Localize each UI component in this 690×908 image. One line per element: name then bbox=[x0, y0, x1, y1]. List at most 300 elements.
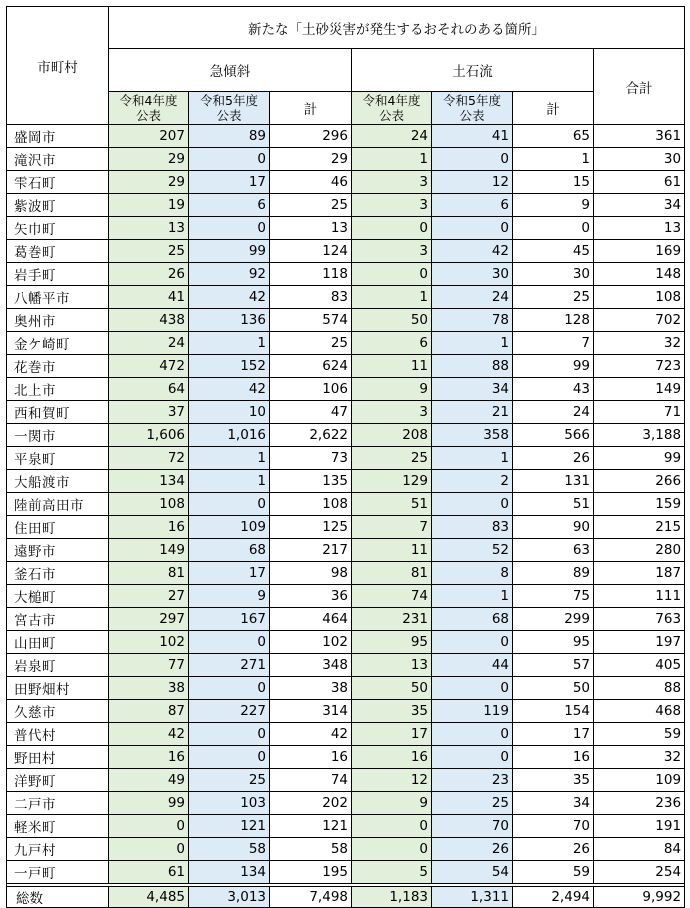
debris-subtotal-cell: 45 bbox=[513, 240, 594, 263]
steep-r5-cell: 136 bbox=[189, 309, 270, 332]
steep-r4-cell: 41 bbox=[109, 286, 189, 309]
grand-total-cell: 109 bbox=[594, 769, 685, 792]
debris-r5-cell: 0 bbox=[432, 723, 513, 746]
steep-r4-cell: 134 bbox=[109, 470, 189, 493]
debris-r5-cell: 70 bbox=[432, 815, 513, 838]
grand-total-cell: 236 bbox=[594, 792, 685, 815]
steep-subtotal-cell: 47 bbox=[270, 401, 352, 424]
debris-r4-cell: 7 bbox=[352, 516, 432, 539]
debris-subtotal-cell: 50 bbox=[513, 677, 594, 700]
steep-subtotal-cell: 348 bbox=[270, 654, 352, 677]
debris-subtotal-cell: 299 bbox=[513, 608, 594, 631]
steep-r4-cell: 42 bbox=[109, 723, 189, 746]
totals-grand-total-cell: 9,992 bbox=[594, 887, 685, 908]
steep-subtotal-cell: 98 bbox=[270, 562, 352, 585]
grand-total-cell: 468 bbox=[594, 700, 685, 723]
steep-r5-cell: 1,016 bbox=[189, 424, 270, 447]
table-row bbox=[7, 746, 685, 769]
grand-total-cell: 13 bbox=[594, 217, 685, 240]
debris-subtotal-cell: 34 bbox=[513, 792, 594, 815]
debris-r5-cell: 1 bbox=[432, 447, 513, 470]
municipality-name: 大船渡市 bbox=[7, 470, 109, 493]
table-body bbox=[7, 125, 685, 908]
debris-subtotal-cell: 1 bbox=[513, 148, 594, 171]
steep-subtotal-cell: 195 bbox=[270, 861, 352, 884]
steep-r5-header bbox=[189, 92, 270, 125]
debris-r4-header bbox=[352, 92, 432, 125]
steep-subtotal-cell: 118 bbox=[270, 263, 352, 286]
table-row bbox=[7, 148, 685, 171]
totals-steep-subtotal-cell: 7,498 bbox=[270, 887, 352, 908]
debris-r4-cell: 11 bbox=[352, 355, 432, 378]
debris-subtotal-cell: 566 bbox=[513, 424, 594, 447]
steep-slope-header: 急傾斜 bbox=[109, 49, 352, 92]
table-row bbox=[7, 332, 685, 355]
steep-r5-cell: 0 bbox=[189, 677, 270, 700]
municipality-name: 北上市 bbox=[7, 378, 109, 401]
debris-r4-cell: 9 bbox=[352, 792, 432, 815]
steep-r4-cell: 0 bbox=[109, 838, 189, 861]
grand-total-cell: 405 bbox=[594, 654, 685, 677]
municipality-name: 一戸町 bbox=[7, 861, 109, 884]
table-row bbox=[7, 654, 685, 677]
table-row bbox=[7, 838, 685, 861]
municipality-name: 盛岡市 bbox=[7, 125, 109, 148]
municipality-name: 奥州市 bbox=[7, 309, 109, 332]
steep-r4-cell: 26 bbox=[109, 263, 189, 286]
debris-r4-cell: 0 bbox=[352, 217, 432, 240]
debris-r4-cell: 50 bbox=[352, 309, 432, 332]
steep-r5-cell: 1 bbox=[189, 332, 270, 355]
debris-r4-cell: 3 bbox=[352, 401, 432, 424]
steep-subtotal-cell: 25 bbox=[270, 194, 352, 217]
steep-r4-cell: 0 bbox=[109, 815, 189, 838]
municipality-name: 雫石町 bbox=[7, 171, 109, 194]
steep-r5-cell: 121 bbox=[189, 815, 270, 838]
grand-total-cell: 254 bbox=[594, 861, 685, 884]
steep-r4-header-line2: 公表 bbox=[135, 108, 161, 123]
municipality-name: 山田町 bbox=[7, 631, 109, 654]
grand-total-cell: 34 bbox=[594, 194, 685, 217]
debris-r4-cell: 12 bbox=[352, 769, 432, 792]
debris-r5-cell: 21 bbox=[432, 401, 513, 424]
steep-r5-cell: 1 bbox=[189, 470, 270, 493]
debris-flow-header: 土石流 bbox=[352, 49, 594, 92]
municipality-name: 西和賀町 bbox=[7, 401, 109, 424]
debris-r5-cell: 8 bbox=[432, 562, 513, 585]
grand-total-cell: 32 bbox=[594, 746, 685, 769]
debris-r4-cell: 11 bbox=[352, 539, 432, 562]
totals-debris-r5-cell: 1,311 bbox=[432, 887, 513, 908]
totals-label: 総数 bbox=[7, 887, 109, 908]
debris-r5-cell: 26 bbox=[432, 838, 513, 861]
municipality-header: 市町村 bbox=[7, 7, 109, 125]
municipality-name: 陸前高田市 bbox=[7, 493, 109, 516]
grand-total-cell: 702 bbox=[594, 309, 685, 332]
grand-total-cell: 266 bbox=[594, 470, 685, 493]
steep-r5-cell: 42 bbox=[189, 378, 270, 401]
debris-subtotal-header: 計 bbox=[513, 92, 594, 125]
grand-total-cell: 88 bbox=[594, 677, 685, 700]
table-row bbox=[7, 769, 685, 792]
steep-r4-cell: 27 bbox=[109, 585, 189, 608]
table-row bbox=[7, 700, 685, 723]
steep-subtotal-cell: 121 bbox=[270, 815, 352, 838]
municipality-name: 紫波町 bbox=[7, 194, 109, 217]
steep-r5-cell: 89 bbox=[189, 125, 270, 148]
debris-subtotal-cell: 35 bbox=[513, 769, 594, 792]
steep-r5-cell: 0 bbox=[189, 631, 270, 654]
totals-debris-subtotal-cell: 2,494 bbox=[513, 887, 594, 908]
municipality-name: 八幡平市 bbox=[7, 286, 109, 309]
debris-r4-cell: 3 bbox=[352, 171, 432, 194]
debris-r5-header bbox=[432, 92, 513, 125]
steep-r4-cell: 99 bbox=[109, 792, 189, 815]
table-row bbox=[7, 792, 685, 815]
debris-r4-cell: 3 bbox=[352, 240, 432, 263]
table-row bbox=[7, 378, 685, 401]
debris-subtotal-cell: 128 bbox=[513, 309, 594, 332]
debris-r5-cell: 30 bbox=[432, 263, 513, 286]
steep-r5-cell: 17 bbox=[189, 562, 270, 585]
steep-r4-cell: 25 bbox=[109, 240, 189, 263]
table-row bbox=[7, 194, 685, 217]
grand-total-header: 合計 bbox=[594, 49, 685, 125]
table-row bbox=[7, 585, 685, 608]
steep-subtotal-cell: 464 bbox=[270, 608, 352, 631]
debris-r5-cell: 0 bbox=[432, 677, 513, 700]
landslide-hazard-table bbox=[6, 6, 685, 908]
steep-r4-cell: 81 bbox=[109, 562, 189, 585]
debris-r5-cell: 78 bbox=[432, 309, 513, 332]
steep-subtotal-cell: 296 bbox=[270, 125, 352, 148]
debris-r4-cell: 9 bbox=[352, 378, 432, 401]
debris-r4-cell: 1 bbox=[352, 286, 432, 309]
debris-r4-cell: 81 bbox=[352, 562, 432, 585]
debris-r4-cell: 16 bbox=[352, 746, 432, 769]
steep-subtotal-cell: 2,622 bbox=[270, 424, 352, 447]
steep-subtotal-cell: 314 bbox=[270, 700, 352, 723]
steep-r5-cell: 152 bbox=[189, 355, 270, 378]
debris-subtotal-cell: 16 bbox=[513, 746, 594, 769]
table-row bbox=[7, 723, 685, 746]
municipality-name: 岩泉町 bbox=[7, 654, 109, 677]
steep-r4-cell: 29 bbox=[109, 148, 189, 171]
debris-subtotal-cell: 99 bbox=[513, 355, 594, 378]
debris-r5-cell: 0 bbox=[432, 493, 513, 516]
table-row bbox=[7, 815, 685, 838]
steep-r5-cell: 0 bbox=[189, 746, 270, 769]
steep-r5-cell: 0 bbox=[189, 148, 270, 171]
steep-r4-cell: 207 bbox=[109, 125, 189, 148]
steep-r5-cell: 227 bbox=[189, 700, 270, 723]
grand-total-cell: 723 bbox=[594, 355, 685, 378]
steep-r5-header-line1: 令和5年度 bbox=[200, 93, 258, 108]
debris-r5-header-line1: 令和5年度 bbox=[443, 93, 501, 108]
steep-r4-cell: 438 bbox=[109, 309, 189, 332]
steep-r4-cell: 13 bbox=[109, 217, 189, 240]
grand-total-cell: 197 bbox=[594, 631, 685, 654]
steep-subtotal-cell: 106 bbox=[270, 378, 352, 401]
debris-r5-header-line2: 公表 bbox=[459, 108, 485, 123]
municipality-name: 九戸村 bbox=[7, 838, 109, 861]
debris-r4-cell: 24 bbox=[352, 125, 432, 148]
steep-r4-cell: 149 bbox=[109, 539, 189, 562]
steep-subtotal-cell: 202 bbox=[270, 792, 352, 815]
debris-r5-cell: 12 bbox=[432, 171, 513, 194]
municipality-name: 田野畑村 bbox=[7, 677, 109, 700]
table-row bbox=[7, 562, 685, 585]
steep-r4-cell: 24 bbox=[109, 332, 189, 355]
debris-subtotal-cell: 75 bbox=[513, 585, 594, 608]
steep-r4-cell: 108 bbox=[109, 493, 189, 516]
steep-r4-cell: 102 bbox=[109, 631, 189, 654]
table-row bbox=[7, 447, 685, 470]
steep-subtotal-cell: 124 bbox=[270, 240, 352, 263]
debris-subtotal-cell: 59 bbox=[513, 861, 594, 884]
debris-subtotal-cell: 65 bbox=[513, 125, 594, 148]
steep-subtotal-cell: 83 bbox=[270, 286, 352, 309]
grand-total-cell: 169 bbox=[594, 240, 685, 263]
steep-subtotal-cell: 46 bbox=[270, 171, 352, 194]
table-row bbox=[7, 171, 685, 194]
debris-r4-cell: 74 bbox=[352, 585, 432, 608]
grand-total-cell: 191 bbox=[594, 815, 685, 838]
debris-r4-cell: 13 bbox=[352, 654, 432, 677]
municipality-name: 岩手町 bbox=[7, 263, 109, 286]
debris-r5-cell: 0 bbox=[432, 631, 513, 654]
steep-r5-cell: 68 bbox=[189, 539, 270, 562]
debris-r4-cell: 17 bbox=[352, 723, 432, 746]
grand-total-cell: 61 bbox=[594, 171, 685, 194]
debris-r4-cell: 231 bbox=[352, 608, 432, 631]
steep-r5-cell: 58 bbox=[189, 838, 270, 861]
steep-r5-cell: 17 bbox=[189, 171, 270, 194]
steep-subtotal-cell: 125 bbox=[270, 516, 352, 539]
debris-subtotal-cell: 57 bbox=[513, 654, 594, 677]
steep-subtotal-cell: 624 bbox=[270, 355, 352, 378]
steep-subtotal-cell: 135 bbox=[270, 470, 352, 493]
table-row bbox=[7, 355, 685, 378]
grand-total-cell: 108 bbox=[594, 286, 685, 309]
steep-subtotal-cell: 574 bbox=[270, 309, 352, 332]
grand-total-cell: 30 bbox=[594, 148, 685, 171]
debris-r4-cell: 0 bbox=[352, 838, 432, 861]
table-row bbox=[7, 286, 685, 309]
debris-subtotal-cell: 26 bbox=[513, 447, 594, 470]
municipality-name: 矢巾町 bbox=[7, 217, 109, 240]
table-title: 新たな「土砂災害が発生するおそれのある箇所」 bbox=[109, 7, 685, 49]
table-row bbox=[7, 539, 685, 562]
table-row bbox=[7, 608, 685, 631]
steep-r4-cell: 87 bbox=[109, 700, 189, 723]
debris-r5-cell: 119 bbox=[432, 700, 513, 723]
steep-r5-cell: 10 bbox=[189, 401, 270, 424]
debris-subtotal-cell: 26 bbox=[513, 838, 594, 861]
table-row bbox=[7, 125, 685, 148]
steep-r5-cell: 0 bbox=[189, 493, 270, 516]
steep-subtotal-cell: 25 bbox=[270, 332, 352, 355]
municipality-name: 葛巻町 bbox=[7, 240, 109, 263]
steep-r4-cell: 1,606 bbox=[109, 424, 189, 447]
steep-r4-cell: 16 bbox=[109, 516, 189, 539]
steep-r5-cell: 109 bbox=[189, 516, 270, 539]
steep-r4-cell: 64 bbox=[109, 378, 189, 401]
grand-total-cell: 280 bbox=[594, 539, 685, 562]
steep-r5-cell: 25 bbox=[189, 769, 270, 792]
steep-subtotal-header: 計 bbox=[270, 92, 352, 125]
municipality-name: 野田村 bbox=[7, 746, 109, 769]
debris-subtotal-cell: 63 bbox=[513, 539, 594, 562]
debris-r4-cell: 5 bbox=[352, 861, 432, 884]
debris-subtotal-cell: 0 bbox=[513, 217, 594, 240]
debris-r4-cell: 208 bbox=[352, 424, 432, 447]
debris-r5-cell: 6 bbox=[432, 194, 513, 217]
debris-r4-cell: 6 bbox=[352, 332, 432, 355]
debris-subtotal-cell: 70 bbox=[513, 815, 594, 838]
grand-total-cell: 215 bbox=[594, 516, 685, 539]
steep-subtotal-cell: 58 bbox=[270, 838, 352, 861]
debris-r5-cell: 54 bbox=[432, 861, 513, 884]
debris-r4-cell: 0 bbox=[352, 815, 432, 838]
steep-r4-cell: 38 bbox=[109, 677, 189, 700]
debris-r4-header-line1: 令和4年度 bbox=[362, 93, 421, 108]
grand-total-cell: 99 bbox=[594, 447, 685, 470]
municipality-name: 金ケ崎町 bbox=[7, 332, 109, 355]
steep-r5-cell: 0 bbox=[189, 217, 270, 240]
debris-subtotal-cell: 17 bbox=[513, 723, 594, 746]
table-row bbox=[7, 861, 685, 884]
steep-r4-cell: 37 bbox=[109, 401, 189, 424]
totals-steep-r4-cell: 4,485 bbox=[109, 887, 189, 908]
steep-r5-cell: 134 bbox=[189, 861, 270, 884]
debris-r5-cell: 83 bbox=[432, 516, 513, 539]
grand-total-cell: 148 bbox=[594, 263, 685, 286]
table-row bbox=[7, 217, 685, 240]
municipality-name: 軽米町 bbox=[7, 815, 109, 838]
debris-r5-cell: 34 bbox=[432, 378, 513, 401]
debris-r5-cell: 0 bbox=[432, 148, 513, 171]
debris-r4-cell: 51 bbox=[352, 493, 432, 516]
debris-r5-cell: 24 bbox=[432, 286, 513, 309]
municipality-name: 滝沢市 bbox=[7, 148, 109, 171]
debris-r5-cell: 52 bbox=[432, 539, 513, 562]
steep-r4-cell: 49 bbox=[109, 769, 189, 792]
table-row bbox=[7, 677, 685, 700]
table-row bbox=[7, 470, 685, 493]
municipality-name: 住田町 bbox=[7, 516, 109, 539]
debris-subtotal-cell: 9 bbox=[513, 194, 594, 217]
steep-subtotal-cell: 16 bbox=[270, 746, 352, 769]
debris-r5-cell: 68 bbox=[432, 608, 513, 631]
grand-total-cell: 3,188 bbox=[594, 424, 685, 447]
steep-r5-header-line2: 公表 bbox=[216, 108, 242, 123]
debris-r5-cell: 88 bbox=[432, 355, 513, 378]
table-row bbox=[7, 309, 685, 332]
debris-r5-cell: 44 bbox=[432, 654, 513, 677]
municipality-name: 遠野市 bbox=[7, 539, 109, 562]
totals-debris-r4-cell: 1,183 bbox=[352, 887, 432, 908]
municipality-name: 釜石市 bbox=[7, 562, 109, 585]
debris-r4-cell: 3 bbox=[352, 194, 432, 217]
steep-r5-cell: 0 bbox=[189, 723, 270, 746]
municipality-name: 久慈市 bbox=[7, 700, 109, 723]
grand-total-cell: 71 bbox=[594, 401, 685, 424]
municipality-name: 二戸市 bbox=[7, 792, 109, 815]
steep-r4-cell: 29 bbox=[109, 171, 189, 194]
steep-r4-cell: 297 bbox=[109, 608, 189, 631]
debris-r5-cell: 1 bbox=[432, 585, 513, 608]
municipality-name: 一関市 bbox=[7, 424, 109, 447]
steep-subtotal-cell: 108 bbox=[270, 493, 352, 516]
debris-r5-cell: 2 bbox=[432, 470, 513, 493]
steep-r5-cell: 99 bbox=[189, 240, 270, 263]
municipality-name: 洋野町 bbox=[7, 769, 109, 792]
debris-r4-cell: 0 bbox=[352, 263, 432, 286]
steep-subtotal-cell: 73 bbox=[270, 447, 352, 470]
steep-r4-cell: 19 bbox=[109, 194, 189, 217]
debris-subtotal-cell: 24 bbox=[513, 401, 594, 424]
grand-total-cell: 59 bbox=[594, 723, 685, 746]
debris-r5-cell: 0 bbox=[432, 746, 513, 769]
steep-subtotal-cell: 36 bbox=[270, 585, 352, 608]
debris-r5-cell: 25 bbox=[432, 792, 513, 815]
grand-total-cell: 84 bbox=[594, 838, 685, 861]
debris-r4-cell: 50 bbox=[352, 677, 432, 700]
debris-r5-cell: 42 bbox=[432, 240, 513, 263]
steep-r4-header-line1: 令和4年度 bbox=[119, 93, 178, 108]
table-row bbox=[7, 493, 685, 516]
debris-subtotal-cell: 90 bbox=[513, 516, 594, 539]
debris-r4-cell: 95 bbox=[352, 631, 432, 654]
steep-subtotal-cell: 74 bbox=[270, 769, 352, 792]
steep-r5-cell: 9 bbox=[189, 585, 270, 608]
debris-r4-cell: 129 bbox=[352, 470, 432, 493]
totals-steep-r5-cell: 3,013 bbox=[189, 887, 270, 908]
municipality-name: 平泉町 bbox=[7, 447, 109, 470]
steep-r4-cell: 77 bbox=[109, 654, 189, 677]
table-row bbox=[7, 263, 685, 286]
steep-subtotal-cell: 38 bbox=[270, 677, 352, 700]
grand-total-cell: 159 bbox=[594, 493, 685, 516]
municipality-name: 宮古市 bbox=[7, 608, 109, 631]
debris-subtotal-cell: 25 bbox=[513, 286, 594, 309]
steep-r5-cell: 42 bbox=[189, 286, 270, 309]
municipality-name: 大槌町 bbox=[7, 585, 109, 608]
debris-r5-cell: 41 bbox=[432, 125, 513, 148]
debris-r4-cell: 35 bbox=[352, 700, 432, 723]
steep-subtotal-cell: 29 bbox=[270, 148, 352, 171]
steep-r4-cell: 72 bbox=[109, 447, 189, 470]
steep-r5-cell: 167 bbox=[189, 608, 270, 631]
debris-r4-cell: 1 bbox=[352, 148, 432, 171]
debris-subtotal-cell: 154 bbox=[513, 700, 594, 723]
debris-subtotal-cell: 131 bbox=[513, 470, 594, 493]
debris-r5-cell: 23 bbox=[432, 769, 513, 792]
steep-r4-cell: 16 bbox=[109, 746, 189, 769]
steep-r5-cell: 1 bbox=[189, 447, 270, 470]
grand-total-cell: 32 bbox=[594, 332, 685, 355]
municipality-name: 普代村 bbox=[7, 723, 109, 746]
steep-r5-cell: 271 bbox=[189, 654, 270, 677]
grand-total-cell: 149 bbox=[594, 378, 685, 401]
debris-r5-cell: 358 bbox=[432, 424, 513, 447]
steep-r4-header bbox=[109, 92, 189, 125]
table-row bbox=[7, 240, 685, 263]
debris-r5-cell: 1 bbox=[432, 332, 513, 355]
debris-subtotal-cell: 15 bbox=[513, 171, 594, 194]
debris-r5-cell: 0 bbox=[432, 217, 513, 240]
